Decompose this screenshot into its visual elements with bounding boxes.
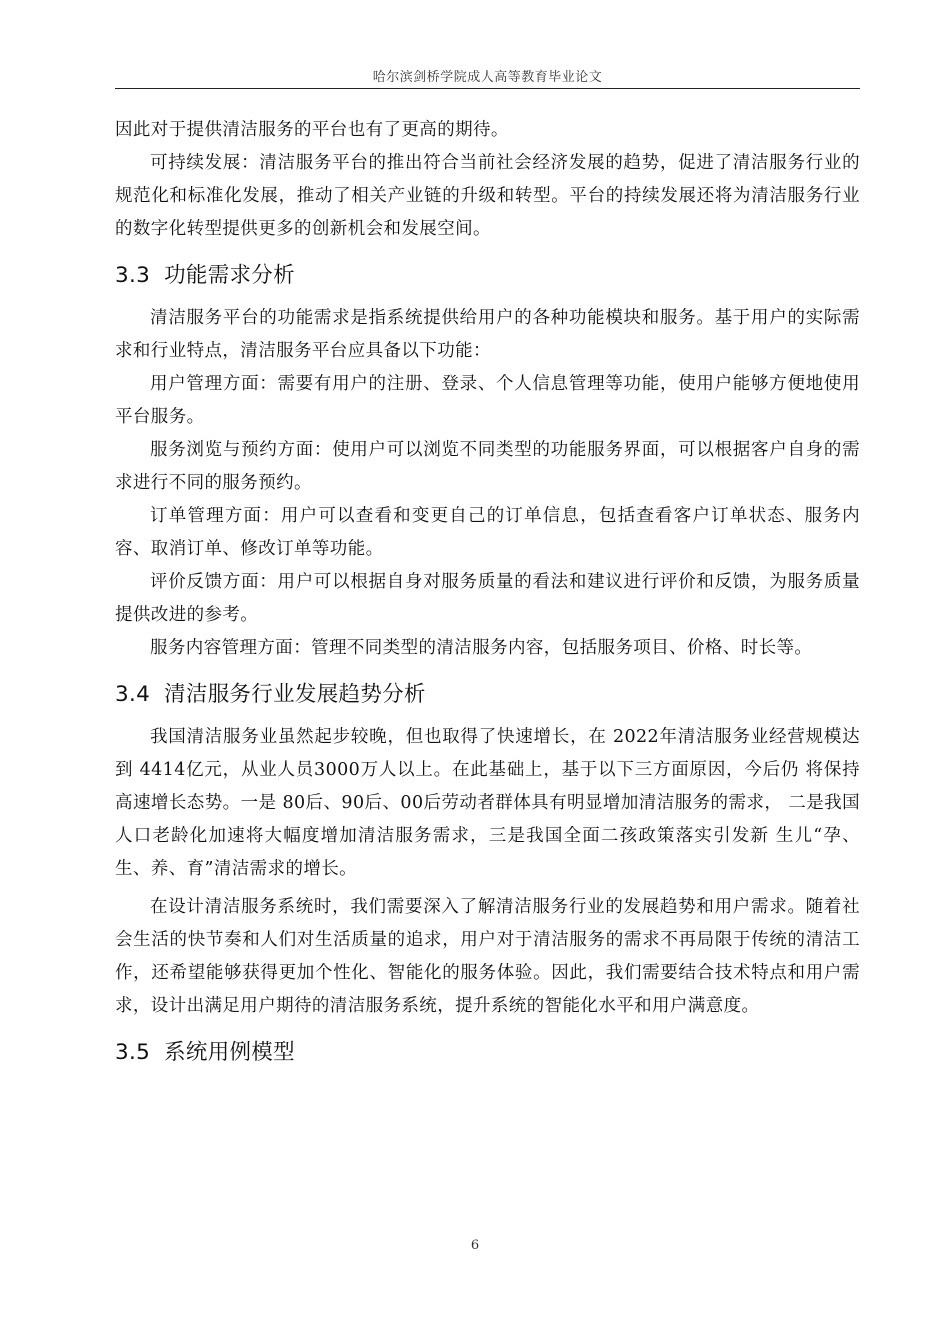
section-title: 功能需求分析 bbox=[164, 263, 295, 288]
page-number: 6 bbox=[470, 1238, 480, 1253]
section-title: 清洁服务行业发展趋势分析 bbox=[164, 682, 426, 707]
section-heading bbox=[115, 1037, 860, 1069]
body-paragraph: 清洁服务平台的功能需求是指系统提供给用户的各种功能模块和服务。基于用户的实际需求和行业特点，清洁服务平台应具备以下功能： bbox=[115, 308, 860, 361]
body-paragraph: 在设计清洁服务系统时，我们需要深入了解清洁服务行业的发展趋势和用户需求。随着社会生活的快节奏和人们对生活质量的追求，用户对于清洁服务的需求不再局限于传统的清洁工作，还希望能够获得更加个性化、智能化的服务体验。因此，我们需要结合技术特点和用户需求，设计出满足用户期待的清洁服务系统，提升系统的智能化水平和用户满意度。 bbox=[115, 897, 860, 1016]
body-paragraph: 订单管理方面：用户可以查看和变更自己的订单信息，包括查看客户订单状态、服务内容、取消订单、修改订单等功能。 bbox=[115, 506, 860, 559]
body-paragraph: 我国清洁服务业虽然起步较晚，但也取得了快速增长，在 2022年清洁服务业经营规模达到 4414亿元，从业人员3000万人以上。在此基础上，基于以下三方面原因，今后仍 将保持高速增长态势。一是 80后、90后、00后劳动者群体具有明显增加清洁服务的需求， 二是我国人口老龄化加速将大幅度增加清洁服务需求，三是我国全面二孩政策落实引发新 生儿“孕、生、养、育”清洁需求的增长。 bbox=[115, 727, 860, 879]
body-paragraph: 服务浏览与预约方面：使用户可以浏览不同类型的功能服务界面，可以根据客户自身的需求进行不同的服务预约。 bbox=[115, 440, 860, 493]
header-divider bbox=[115, 88, 860, 89]
section-heading bbox=[115, 260, 860, 292]
document-body bbox=[115, 114, 860, 1079]
body-paragraph: 服务内容管理方面：管理不同类型的清洁服务内容，包括服务项目、价格、时长等。 bbox=[150, 638, 813, 658]
body-paragraph: 评价反馈方面：用户可以根据自身对服务质量的看法和建议进行评价和反馈，为服务质量提供改进的参考。 bbox=[115, 572, 860, 625]
section-heading bbox=[115, 679, 860, 711]
body-paragraph: 用户管理方面：需要有用户的注册、登录、个人信息管理等功能，使用户能够方便地使用平台服务。 bbox=[115, 374, 860, 427]
section-number: 3.3 bbox=[115, 263, 151, 288]
body-paragraph: 因此对于提供清洁服务的平台也有了更高的期待。 bbox=[115, 120, 509, 140]
section-number: 3.5 bbox=[115, 1040, 151, 1065]
page-header: 哈尔滨剑桥学院成人高等教育毕业论文 bbox=[372, 70, 603, 85]
section-title: 系统用例模型 bbox=[164, 1040, 295, 1065]
section-number: 3.4 bbox=[115, 682, 151, 707]
body-paragraph: 可持续发展：清洁服务平台的推出符合当前社会经济发展的趋势，促进了清洁服务行业的规范化和标准化发展，推动了相关产业链的升级和转型。平台的持续发展还将为清洁服务行业的数字化转型提供更多的创新机会和发展空间。 bbox=[115, 153, 860, 239]
